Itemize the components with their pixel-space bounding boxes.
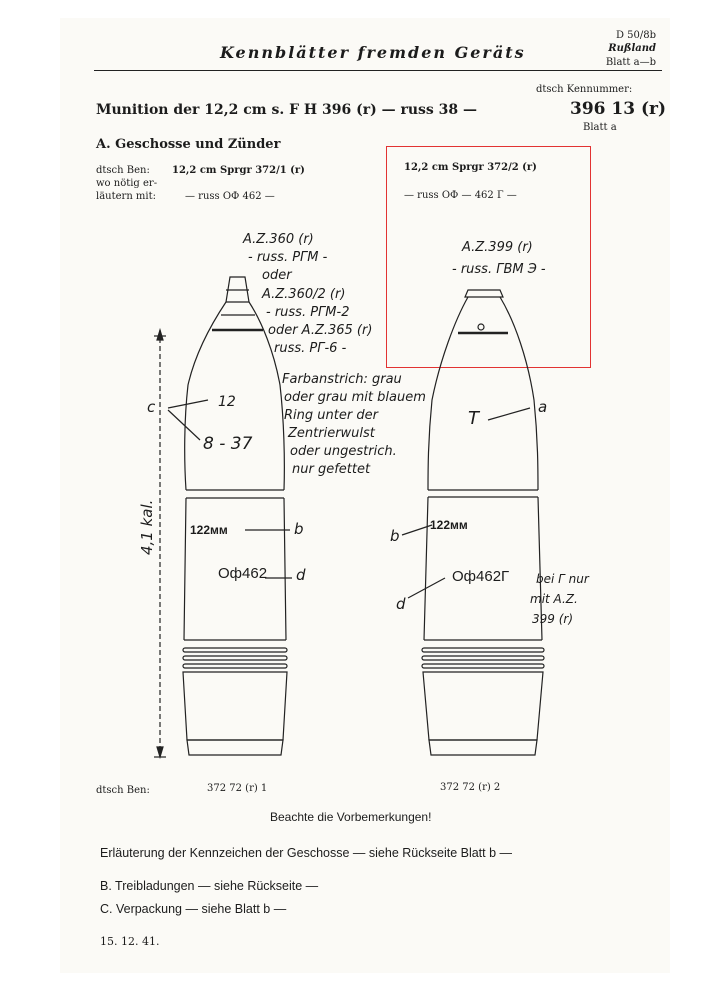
right-title: 12,2 cm Sprgr 372/2 (r) (404, 162, 537, 173)
right-marking-mm: 122мм (430, 518, 468, 532)
left-fuze-note-3: oder (262, 268, 292, 283)
right-fuze-note-2: - russ. ГВМ Э - (452, 262, 546, 277)
doc-blatt-range: Blatt a—b (605, 57, 656, 68)
caliber-label: 4,1 kal. (138, 499, 156, 555)
left-label-b: b (294, 520, 304, 538)
right-side-note-1: bei Г nur (536, 572, 589, 586)
footer-line-3: C. Verpackung — siehe Blatt b — (100, 902, 287, 916)
left-label-d: d (296, 566, 306, 584)
blatt-label: Blatt a (583, 122, 617, 133)
right-label-b: b (390, 527, 400, 545)
footer-line-2: B. Treibladungen — siehe Rückseite — (100, 879, 319, 893)
section-a-heading: A. Geschosse und Zünder (96, 137, 281, 152)
right-side-note-2: mit A.Z. (530, 592, 578, 606)
footer-line-1: Erläuterung der Kennzeichen der Geschosse — siehe Rückseite Blatt b — (100, 846, 513, 860)
left-fuze-note-1: A.Z.360 (r) (243, 232, 314, 247)
right-label-d: d (396, 595, 406, 613)
paint-note-5: oder ungestrich. (290, 444, 397, 459)
right-label-a: a (538, 398, 548, 416)
paint-note-6: nur gefettet (292, 462, 371, 477)
beachte-note: Beachte die Vorbemerkungen! (270, 810, 432, 824)
left-marking-mm: 122мм (190, 523, 228, 537)
left-fuze-note-2: - russ. РГМ - (248, 250, 328, 265)
left-mark-8-37: 8 - 37 (203, 434, 253, 454)
page-subtitle: Munition der 12,2 cm s. F H 396 (r) — russ 38 — (96, 102, 478, 118)
left-label-c: c (147, 398, 156, 416)
left-dtsch-ben-label: dtsch Ben: (96, 165, 150, 176)
paint-note-1: Farbanstrich: grau (282, 372, 402, 387)
right-side-note-3: 399 (r) (532, 612, 574, 626)
left-fuze-note-5: - russ. РГМ-2 (266, 305, 350, 320)
left-fuze-note-6: oder A.Z.365 (r) (268, 323, 373, 338)
left-fuze-note-7: russ. РГ-6 - (274, 341, 347, 356)
right-mark-T: Т (468, 408, 479, 429)
paint-note-2: oder grau mit blauem (284, 390, 426, 405)
right-russ-value: — russ ОФ — 462 Г — (404, 190, 517, 201)
left-russ-value: — russ ОФ 462 — (185, 191, 275, 202)
left-mark-12: 12 (218, 394, 236, 410)
footer-dtsch-ben-label: dtsch Ben: (96, 785, 150, 796)
right-marking-of: Оф462Г (452, 568, 510, 585)
footer-date: 15. 12. 41. (100, 935, 160, 948)
kennummer-value: 396 13 (r) (570, 99, 667, 119)
left-fuze-note-4: A.Z.360/2 (r) (262, 287, 346, 302)
footer-right-code: 372 72 (r) 2 (440, 782, 501, 793)
left-note-line1: wo nötig er- (96, 178, 158, 189)
right-shell-ogive (428, 297, 468, 490)
left-dtsch-ben-value: 12,2 cm Sprgr 372/1 (r) (172, 165, 305, 176)
doc-code: D 50/8b (615, 30, 656, 41)
right-shell-fuze (465, 290, 503, 297)
paint-note-3: Ring unter der (284, 408, 378, 423)
doc-country: Rußland (608, 43, 656, 54)
footer-left-code: 372 72 (r) 1 (207, 783, 268, 794)
right-fuze-note-1: A.Z.399 (r) (462, 240, 533, 255)
paint-note-4: Zentrierwulst (288, 426, 375, 441)
left-note-line2: läutern mit: (96, 191, 157, 202)
header-title: Kennblätter fremden Geräts (220, 43, 526, 62)
left-marking-of: Оф462 (218, 565, 268, 582)
kennummer-label: dtsch Kennummer: (536, 84, 633, 95)
